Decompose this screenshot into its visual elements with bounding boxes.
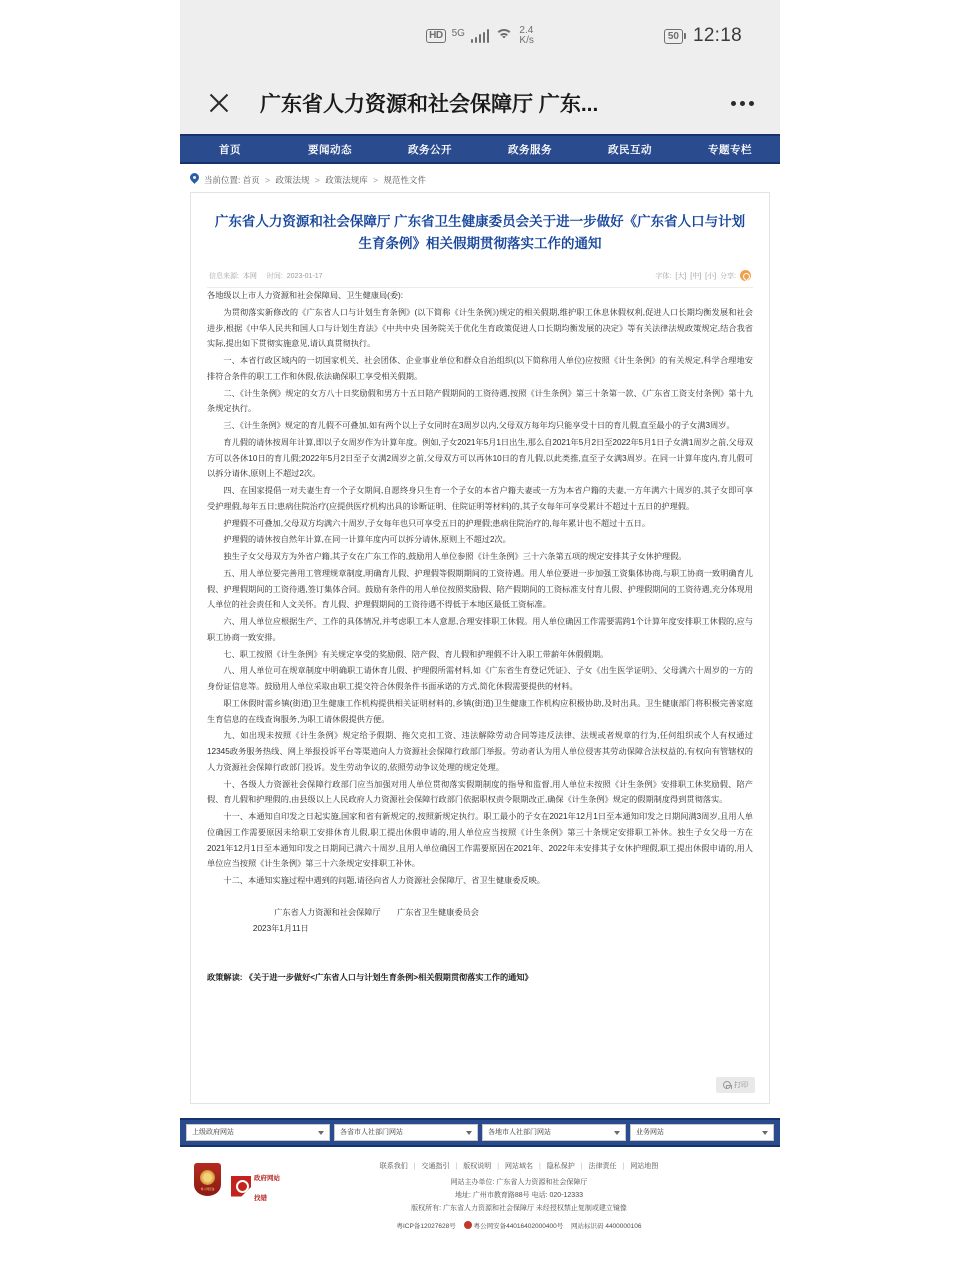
article-paragraph: 十二、本通知实施过程中遇到的问题,请径向省人力资源社会保障厅、省卫生健康委反映。 [223, 876, 545, 886]
source-label: 信息来源: [209, 272, 239, 280]
select-provincial-hrss-sites[interactable] [334, 1124, 478, 1141]
nav-item-interaction[interactable]: 政民互动 [608, 143, 652, 156]
footer-address-line: 地址: 广州市教育路88号 电话: 020-12333 [455, 1191, 583, 1199]
footer-link-sep: | [622, 1163, 625, 1170]
time-value: 2023-01-17 [286, 272, 323, 280]
chevron-down-icon [614, 1131, 620, 1135]
network-speed-value: 2.4 [519, 25, 534, 36]
article-paragraph: 六、用人单位应根据生产、工作的具体情况,并考虑职工本人意愿,合理安排职工休假。用人单位确因工作需要需跨1个计算年度安排职工休假的,应与职工协商一致安排。 [207, 617, 753, 642]
article-meta-left [209, 271, 331, 281]
battery-level: 50 [664, 29, 683, 44]
footer-link-sitemap[interactable]: 网站地图 [630, 1163, 659, 1170]
footer-link-sep: | [497, 1163, 500, 1170]
nav-item-gov-services[interactable]: 政务服务 [508, 143, 552, 156]
site-code-value: 4400000106 [605, 1222, 642, 1230]
gov-badge-text [254, 1166, 280, 1206]
site-footer [180, 1147, 780, 1238]
article-paragraph: 为贯彻落实新修改的《广东省人口与计划生育条例》(以下简称《计生条例》)规定的相关假期,维护职工休息休假权利,促进人口长期均衡发展和社会进步,根据《中华人民共和国人口与计划生育法》《中共中央 国务院关于优化生育政策促进人口长期均衡发展的决定》等有关法律法规政策规定,结合我省实际,提出如下贯彻实施意见,请认真贯彻执行。 [207, 307, 753, 349]
article-paragraph: 一、本省行政区域内的一切国家机关、社会团体、企业事业单位和群众自治组织(以下简称用人单位)应按照《计生条例》的有关规定,科学合理地安排符合条件的职工工作和休假,依法确保职工享受相关假期。 [207, 356, 753, 381]
hd-icon: HD [426, 29, 445, 43]
gov-site-error-report-badge[interactable] [231, 1163, 280, 1206]
article-paragraph: 职工休假时需乡镇(街道)卫生健康工作机构提供相关证明材料的,乡镇(街道)卫生健康工作机构应积极协助,及时出具。卫生健康部门将积极完善家庭生育信息的在线查询服务,为职工请休假提供方便。 [207, 698, 753, 724]
footer-link-copyright[interactable]: 版权说明 [463, 1163, 492, 1170]
select-provincial-hrss-sites-value: 各省市人社部门网站 [340, 1129, 403, 1136]
select-upper-gov-sites-value: 上级政府网站 [192, 1129, 234, 1136]
footer-host-line: 网站主办单位: 广东省人力资源和社会保障厅 [450, 1179, 588, 1186]
policy-interpretation-link[interactable]: 政策解读: 《关于进一步做好<广东省人口与计划生育条例>相关假期贯彻落实工作的通知》 [207, 972, 533, 982]
breadcrumb-item-1[interactable]: 政策法规 [275, 174, 310, 185]
footer-link-domain[interactable]: 网站域名 [505, 1163, 533, 1170]
wifi-icon [495, 29, 513, 43]
article-paragraph: 各地级以上市人力资源和社会保障局、卫生健康局(委): [207, 291, 404, 301]
article-paragraph: 七、职工按照《计生条例》有关规定享受的奖励假、陪产假、育儿假和护理假不计入职工带薪年休假假期。 [223, 649, 609, 659]
time-label: 时间: [266, 272, 283, 280]
article-paragraph: 十一、本通知自印发之日起实施,国家和省有新规定的,按照新规定执行。职工最小的子女在2021年12月1日至本通知印发之日期间满3周岁,且用人单位确因工作需要原因未给职工安排休育儿假,职工提出休假申请的,用人单位应当按照《计生条例》第三十条规定安排职工补休。独生子女父母一方在2021年12月1日至本通知印发之日期间已满六十周岁,且用人单位确因工作需要原因在2021年、2022年未安排其子女休护理假,职工提出休假申请的,用人单位应当按照《计生条例》第三十六条规定安排职工补休。 [207, 812, 753, 869]
gongan-record[interactable] [464, 1223, 564, 1230]
signature-organizations: 广东省人力资源和社会保障厅 广东省卫生健康委员会 [274, 907, 479, 917]
police-badge-icon[interactable] [194, 1163, 221, 1196]
status-bar-right [664, 25, 742, 47]
related-links-bar [180, 1118, 780, 1147]
article-paragraph: 四、在国家提倡一对夫妻生育一个子女期间,自愿终身只生育一个子女的本省户籍夫妻或一方为本省户籍的夫妻,一方年满六十周岁的,其子女即可享受护理假,每年五日;患病住院治疗(应提供医疗机构出具的诊断证明、住院证明等材料)的,其子女每年可享受累计不超过十五日的护理假。 [207, 486, 753, 511]
breadcrumb-text [204, 174, 426, 186]
chevron-down-icon [466, 1131, 472, 1135]
chevron-down-icon [318, 1131, 324, 1135]
gov-badge-line2: 找错 [254, 1195, 267, 1202]
article-paragraph: 十、各级人力资源社会保障行政部门应当加强对用人单位贯彻落实假期制度的指导和监督,用人单位未按照《计生条例》安排职工休奖励假、陪产假、育儿假和护理假的,由县级以上人民政府人力资源社会保障行政部门依据职权责令限期改正,确保《计生条例》规定的假期制度得到贯彻落实。 [207, 779, 753, 805]
article-paragraph: 八、用人单位可在规章制度中明确职工请休育儿假、护理假所需材料,如《广东省生育登记凭证》、子女《出生医学证明》、父母满六十周岁的一方的身份证信息等。鼓励用人单位采取由职工提交符合休假条件书面承诺的方式,简化休假需要提供的材料。 [207, 666, 753, 692]
select-business-sites[interactable] [630, 1124, 774, 1141]
network-type-label: 5G [451, 28, 465, 39]
phone-viewport [180, 0, 780, 1280]
article-paragraph: 护理假不可叠加,父母双方均满六十周岁,子女每年也只可享受五日的护理假;患病住院治疗的,每年累计也不超过十五日。 [223, 518, 651, 528]
browser-title-bar [180, 72, 780, 134]
font-size-label: 字体: [655, 272, 672, 280]
article-paragraph: 二、《计生条例》规定的女方八十日奖励假和男方十五日陪产假期间的工资待遇,按照《计生条例》第三十条第一款、《广东省工资支付条例》第十九条规定执行。 [207, 388, 753, 414]
font-size-small-button[interactable]: [小] [705, 272, 717, 280]
footer-link-sep: | [413, 1163, 416, 1170]
site-code-label: 网站标识码 [571, 1222, 604, 1230]
magnifier-icon [231, 1176, 251, 1197]
breadcrumb-item-2[interactable]: 政策法规库 [325, 174, 368, 185]
share-icon[interactable] [740, 270, 751, 281]
breadcrumb-sep-0: > [265, 174, 271, 185]
print-button-label: 打印 [734, 1082, 748, 1089]
nav-item-special-topics[interactable]: 专题专栏 [708, 143, 752, 156]
clock: 12:18 [692, 25, 742, 46]
article-paragraph: 三、《计生条例》规定的育儿假不可叠加,如有两个以上子女同时在3周岁以内,父母双方每年均只能享受十日的育儿假,直至最小的子女满3周岁。 [223, 421, 735, 431]
battery-tip [684, 33, 686, 39]
page-title: 广东省人力资源和社会保障厅 广东... [260, 93, 599, 116]
select-city-hrss-sites[interactable] [482, 1124, 626, 1141]
font-size-medium-button[interactable]: [中] [690, 272, 702, 280]
nav-item-news[interactable]: 要闻动态 [308, 143, 352, 156]
police-emblem-icon [200, 1170, 215, 1185]
network-speed [519, 26, 533, 46]
signal-bars-icon [471, 29, 490, 43]
font-size-large-button[interactable]: [大] [675, 272, 687, 280]
status-bar [180, 0, 780, 72]
footer-link-contact[interactable]: 联系我们 [379, 1163, 408, 1170]
article-paragraph: 护理假的请休按自然年计算,在同一计算年度内可以拆分请休,原则上不超过2次。 [223, 535, 511, 545]
article-paragraph: 独生子女父母双方为外省户籍,其子女在广东工作的,鼓励用人单位参照《计生条例》三十六条第五项的规定安排其子女休护理假。 [223, 552, 687, 562]
footer-link-directions[interactable]: 交通指引 [421, 1163, 450, 1170]
police-badge-caption: 粤公网安备 [200, 1187, 215, 1191]
breadcrumb-sep-1: > [314, 174, 320, 185]
select-upper-gov-sites[interactable] [186, 1124, 330, 1141]
share-label: 分享: [720, 272, 736, 280]
footer-link-sep: | [455, 1163, 458, 1170]
footer-link-privacy[interactable]: 隐私保护 [546, 1163, 575, 1170]
footer-copyright-line: 版权所有: 广东省人力资源和社会保障厅 未经授权禁止复制或建立镜像 [411, 1204, 627, 1212]
select-city-hrss-sites-value: 各地市人社部门网站 [488, 1129, 551, 1136]
source-value: 本网 [242, 272, 257, 280]
chevron-down-icon [762, 1131, 768, 1135]
article-title: 广东省人力资源和社会保障厅 广东省卫生健康委员会关于进一步做好《广东省人口与计划生育条例》相关假期贯彻落实工作的通知 [214, 214, 746, 251]
article-paragraph: 育儿假的请休按周年计算,即以子女周岁作为计算年度。例如,子女2021年5月1日出生,那么自2021年5月2日至2022年5月1日子女满1周岁之前,父母双方可以各休10日的育儿假;2022年5月2日至子女满2周岁之前,父母双方可以再休10日的育儿假,以此类推,直至子女满3周岁。在同一计算年度内,育儿假可以拆分请休,原则上不超过2次。 [207, 437, 753, 479]
print-button[interactable] [716, 1077, 755, 1093]
breadcrumb-item-0[interactable]: 首页 [242, 174, 260, 185]
location-pin-icon [190, 173, 199, 186]
footer-center [308, 1161, 770, 1230]
gov-badge-line1: 政府网站 [254, 1175, 280, 1182]
site-navigation [180, 134, 780, 164]
footer-link-sep: | [580, 1163, 583, 1170]
footer-link-legal[interactable]: 法律责任 [588, 1163, 617, 1170]
article-paragraph: 五、用人单位要完善用工管理规章制度,明确育儿假、护理假等假期期间的工资待遇。用人单位要进一步加强工资集体协商,与职工协商一致明确育儿假、护理假期间的工资待遇,签订集体合同。鼓励有条件的用人单位按照奖励假、陪产假期间的工资标准支付育儿假、护理假期间的工资待遇,充分体现用人单位的社会责任和人文关怀。育儿假、护理假期间的工资待遇不得低于本地区最低工资标准。 [207, 568, 753, 610]
breadcrumb-label: 当前位置: [204, 174, 241, 185]
footer-link-sep: | [538, 1163, 541, 1170]
nav-item-home[interactable]: 首页 [219, 143, 241, 156]
breadcrumb-sep-2: > [373, 174, 379, 185]
footer-badges [190, 1161, 308, 1206]
gongan-number: 粤公网安备44016402000400号 [473, 1222, 564, 1230]
article-signature [207, 905, 753, 937]
breadcrumb [180, 164, 780, 192]
battery-icon [664, 29, 686, 44]
article-meta [207, 262, 753, 288]
article-card [190, 192, 770, 1104]
breadcrumb-item-3[interactable]: 规范性文件 [383, 174, 426, 185]
signature-date: 2023年1月11日 [252, 923, 309, 933]
status-bar-indicators [426, 26, 534, 46]
article-meta-right [655, 270, 751, 281]
nav-item-gov-affairs-open[interactable]: 政务公开 [408, 143, 452, 156]
network-speed-unit: K/s [519, 35, 534, 46]
print-icon [723, 1081, 731, 1089]
footer-links [308, 1161, 730, 1171]
article-body [207, 288, 753, 889]
close-icon[interactable] [206, 90, 232, 116]
article-paragraph: 九、如出现未按照《计生条例》规定给予假期、拖欠克扣工资、违法解除劳动合同等违反法律、法规或者规章的行为,任何组织或个人有权通过12345政务服务热线、网上举报投诉平台等渠道向人力资源社会保障行政部门举报。劳动者认为用人单位侵害其劳动保障合法权益的,有权向有管辖权的人力资源社会保障行政部门投诉。发生劳动争议的,依照劳动争议处理的规定处理。 [207, 731, 753, 772]
more-options-icon[interactable] [731, 101, 754, 106]
police-shield-icon [464, 1221, 472, 1229]
icp-number[interactable]: 粤ICP备12027628号 [396, 1222, 456, 1230]
select-business-sites-value: 业务网站 [636, 1129, 664, 1136]
footer-icp-line [308, 1221, 730, 1230]
